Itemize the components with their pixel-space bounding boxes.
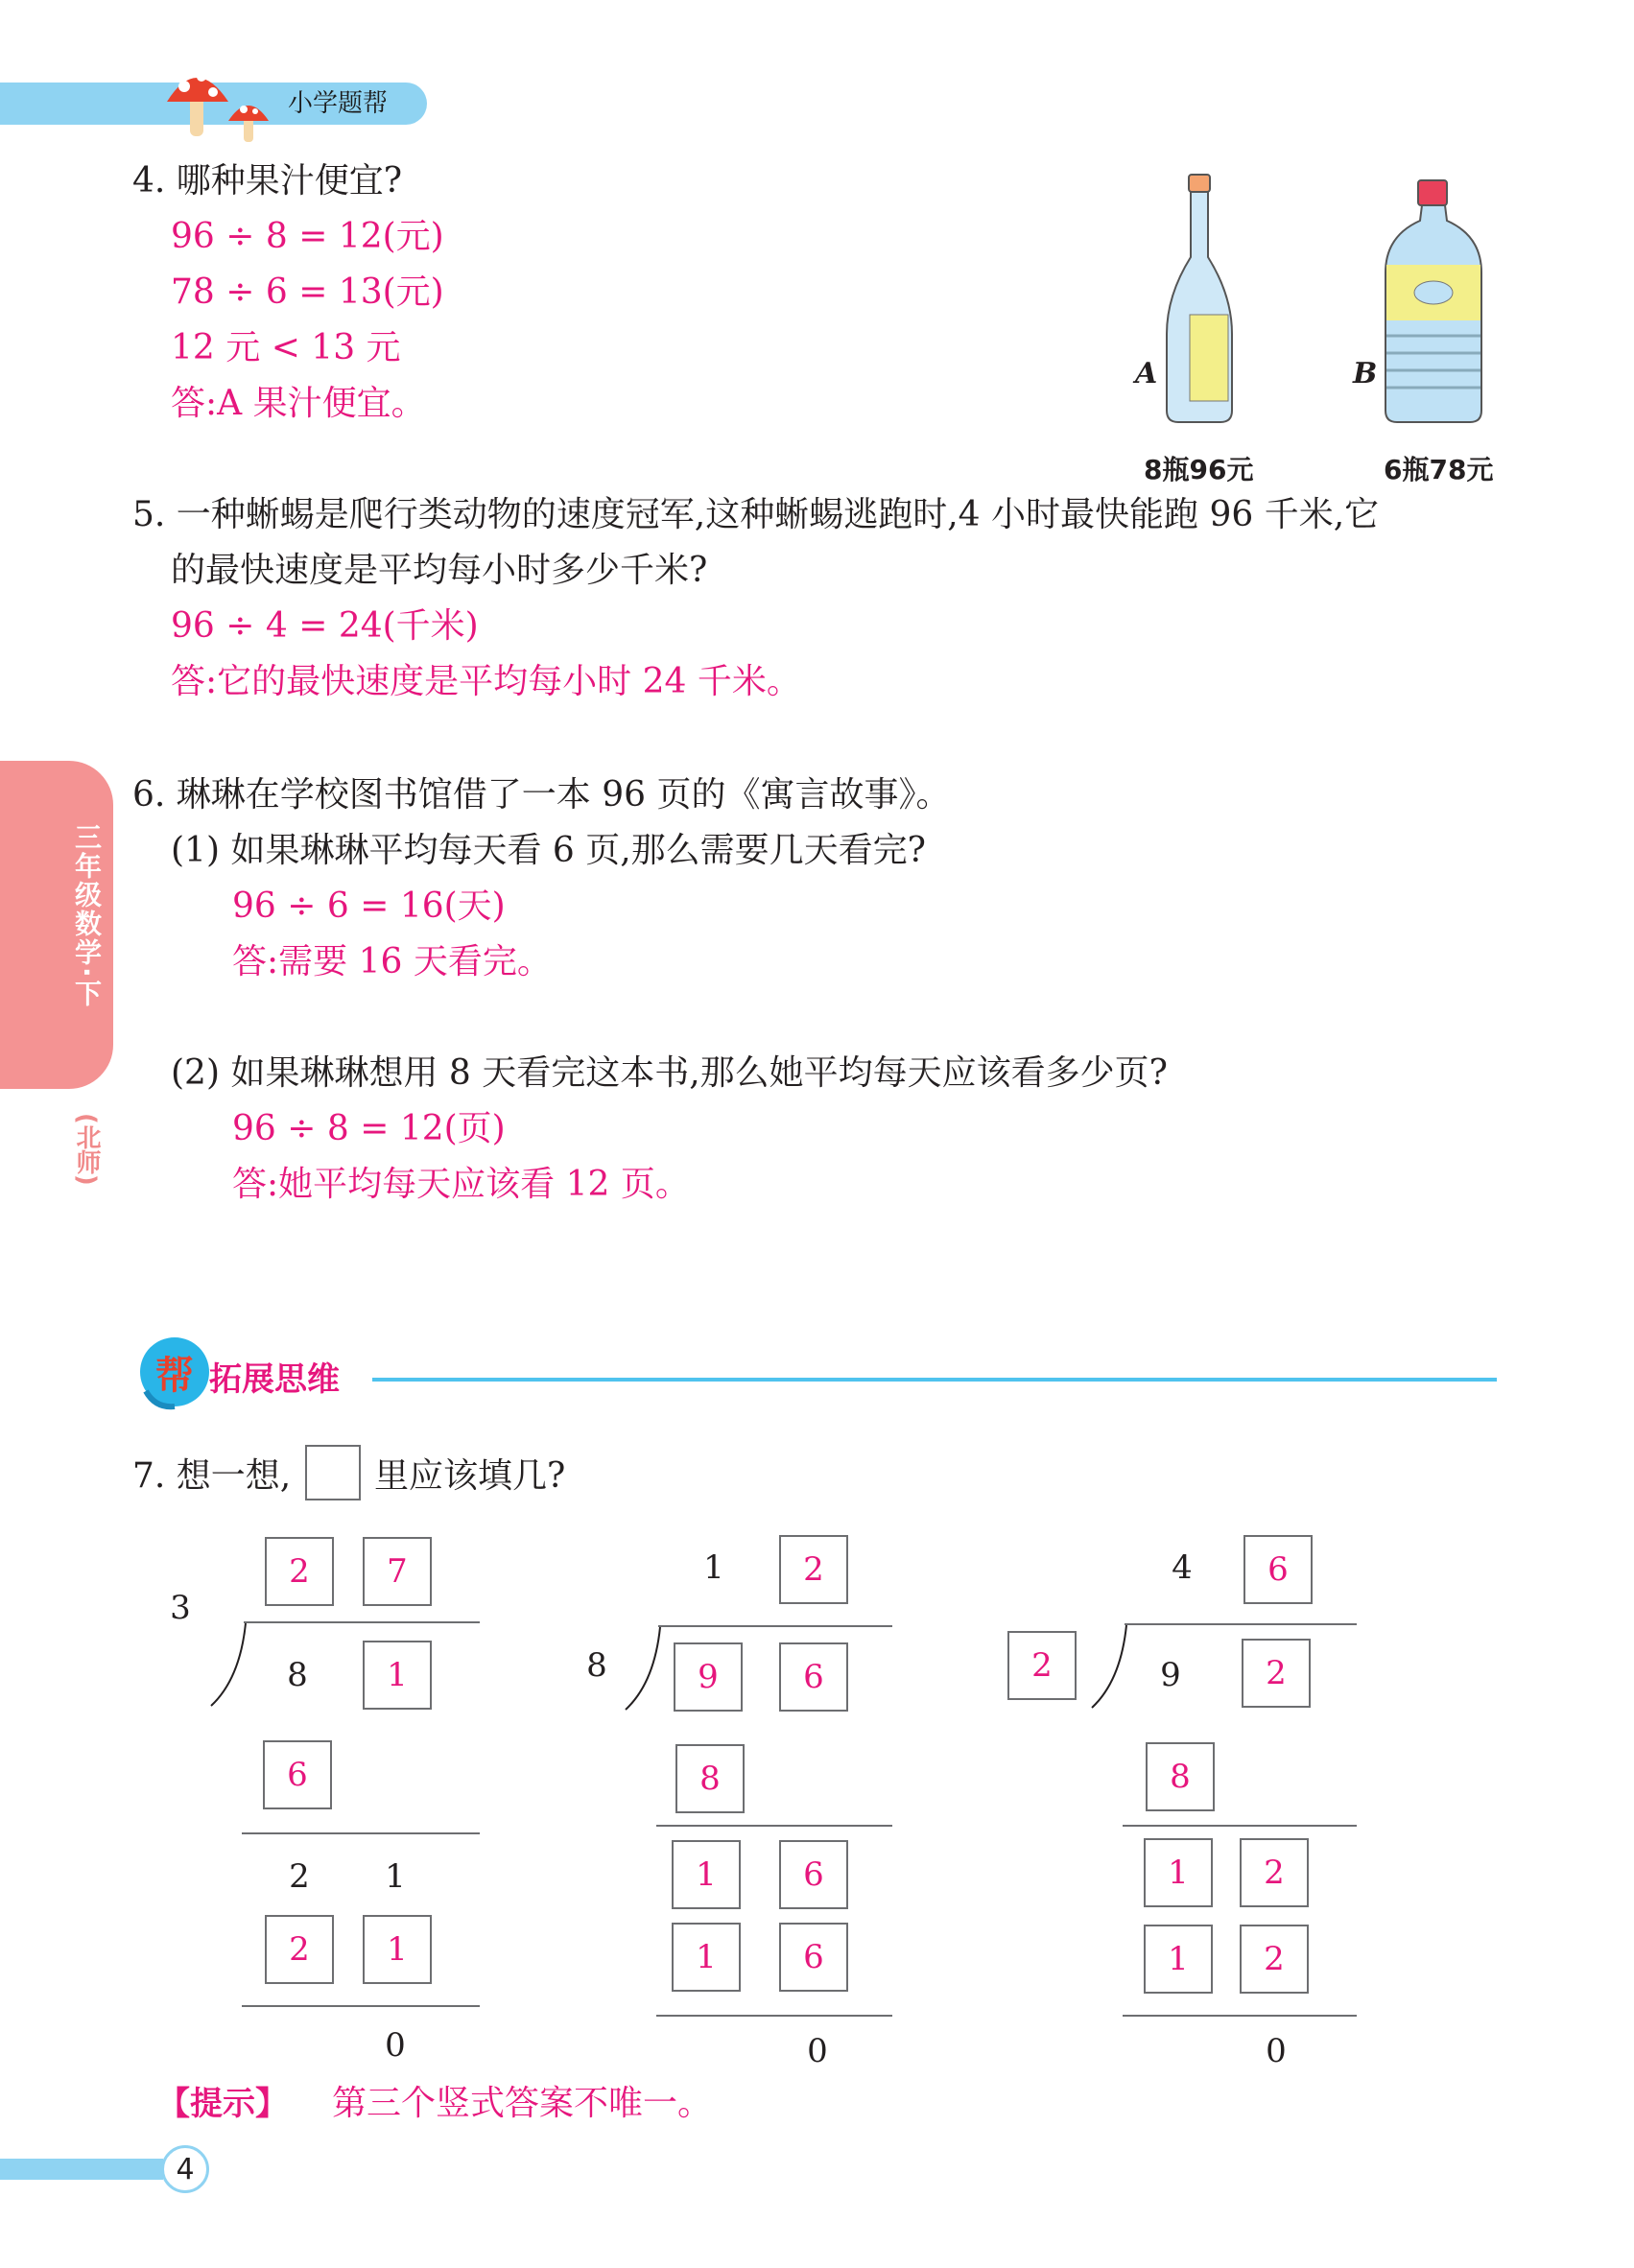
- div3-remainder-tens: 1: [1144, 1838, 1213, 1907]
- q6-part1-question: (1) 如果琳琳平均每天看 6 页,那么需要几天看完?: [171, 831, 926, 870]
- bottle-a-icon: [1161, 171, 1238, 428]
- q5-answer-2: 答:它的最快速度是平均每小时 24 千米。: [171, 662, 801, 701]
- div2-sub-2-ones: 6: [779, 1923, 848, 1992]
- div3-sub-2-ones: 2: [1240, 1925, 1309, 1994]
- q7-question-prefix: 7. 想一想,: [132, 1456, 292, 1496]
- div2-final-remainder: 0: [807, 2032, 828, 2070]
- q4-answer-1: 96 ÷ 8 = 12(元): [171, 217, 444, 256]
- bottle-a-caption: 8瓶96元: [1144, 454, 1254, 485]
- div1-sub-1: 6: [263, 1740, 332, 1809]
- bottle-a-label: A: [1135, 357, 1158, 390]
- side-tab-edition: (北师): [72, 1113, 101, 1186]
- div2-bracket: [624, 1625, 662, 1712]
- div2-remainder-tens: 1: [672, 1840, 741, 1909]
- bottle-b-label: B: [1353, 357, 1378, 390]
- div3-quotient-ones: 6: [1243, 1535, 1313, 1604]
- div1-dividend-ones: 1: [363, 1641, 432, 1710]
- q6-part1-answer-1: 96 ÷ 6 = 16(天): [232, 886, 506, 926]
- q6-part2-question: (2) 如果琳琳想用 8 天看完这本书,那么她平均每天应该看多少页?: [171, 1053, 1168, 1093]
- div3-sub-1: 8: [1146, 1742, 1215, 1811]
- div1-line-2: [242, 1832, 480, 1834]
- q5-question-line2: 的最快速度是平均每小时多少千米?: [171, 551, 708, 590]
- div3-final-remainder: 0: [1266, 2032, 1287, 2070]
- div3-line-3: [1123, 2015, 1357, 2017]
- q6-part1-answer-2: 答:需要 16 天看完。: [232, 942, 552, 981]
- div3-dividend-tens: 9: [1160, 1656, 1181, 1694]
- q5-question-line1: 5. 一种蜥蜴是爬行类动物的速度冠军,这种蜥蜴逃跑时,4 小时最快能跑 96 千米,它: [132, 495, 1380, 534]
- div1-line-3: [242, 2005, 480, 2007]
- bottle-b-icon: [1378, 177, 1489, 428]
- section-badge: 帮: [155, 1354, 194, 1398]
- q4-answer-3: 12 元 < 13 元: [171, 328, 401, 367]
- div3-top-line: [1125, 1623, 1357, 1625]
- div1-final-remainder: 0: [385, 2026, 406, 2065]
- q7-question-suffix: 里应该填几?: [374, 1456, 566, 1496]
- q6-question: 6. 琳琳在学校图书馆借了一本 96 页的《寓言故事》。: [132, 775, 951, 815]
- bottle-b-caption: 6瓶78元: [1384, 454, 1494, 485]
- q4-question: 4. 哪种果汁便宜?: [132, 161, 403, 201]
- div2-top-line: [658, 1625, 892, 1627]
- div1-remainder-tens: 2: [289, 1857, 310, 1896]
- div1-divisor: 3: [170, 1589, 191, 1627]
- div2-line-2: [656, 1825, 892, 1827]
- q5-answer-1: 96 ÷ 4 = 24(千米): [171, 606, 479, 646]
- div3-line-2: [1123, 1825, 1357, 1827]
- side-tab-grade: 三年级数学·下: [71, 823, 103, 1008]
- div1-quotient-tens: 2: [265, 1537, 334, 1606]
- div3-remainder-ones: 2: [1240, 1838, 1309, 1907]
- div2-divisor: 8: [586, 1646, 607, 1685]
- div1-sub-2-ones: 1: [363, 1915, 432, 1984]
- page-number: 4: [161, 2145, 209, 2193]
- div2-dividend-tens: 9: [674, 1642, 743, 1712]
- mushroom-logo-icon: [163, 58, 278, 144]
- div3-dividend-ones: 2: [1242, 1639, 1311, 1708]
- div2-line-3: [656, 2015, 892, 2017]
- div1-remainder-ones: 1: [385, 1857, 406, 1896]
- section-divider: [372, 1378, 1497, 1382]
- div3-bracket: [1090, 1623, 1128, 1710]
- header-title: 小学题帮: [288, 89, 389, 118]
- q4-answer-4: 答:A 果汁便宜。: [171, 384, 426, 423]
- div3-sub-2-tens: 1: [1144, 1925, 1213, 1994]
- div1-quotient-ones: 7: [363, 1537, 432, 1606]
- q7-blank-box: [305, 1445, 361, 1500]
- div1-top-line: [244, 1621, 480, 1623]
- hint-label: 【提示】: [157, 2085, 288, 2123]
- section-title: 拓展思维: [209, 1360, 340, 1399]
- div2-dividend-ones: 6: [779, 1642, 848, 1712]
- div3-divisor: 2: [1007, 1631, 1077, 1700]
- div2-remainder-ones: 6: [779, 1840, 848, 1909]
- div1-bracket: [209, 1621, 248, 1708]
- q6-part2-answer-1: 96 ÷ 8 = 12(页): [232, 1109, 506, 1148]
- q6-part2-answer-2: 答:她平均每天应该看 12 页。: [232, 1165, 690, 1204]
- div1-sub-2-tens: 2: [265, 1915, 334, 1984]
- div2-quotient-tens: 1: [703, 1548, 724, 1587]
- div1-dividend-tens: 8: [287, 1656, 308, 1694]
- div2-quotient-ones: 2: [779, 1535, 848, 1604]
- q4-answer-2: 78 ÷ 6 = 13(元): [171, 272, 444, 312]
- div3-quotient-tens: 4: [1172, 1548, 1193, 1587]
- hint-text: 第三个竖式答案不唯一。: [332, 2084, 713, 2123]
- div2-sub-1: 8: [675, 1744, 745, 1813]
- footer-bar: [0, 2159, 163, 2180]
- div2-sub-2-tens: 1: [672, 1923, 741, 1992]
